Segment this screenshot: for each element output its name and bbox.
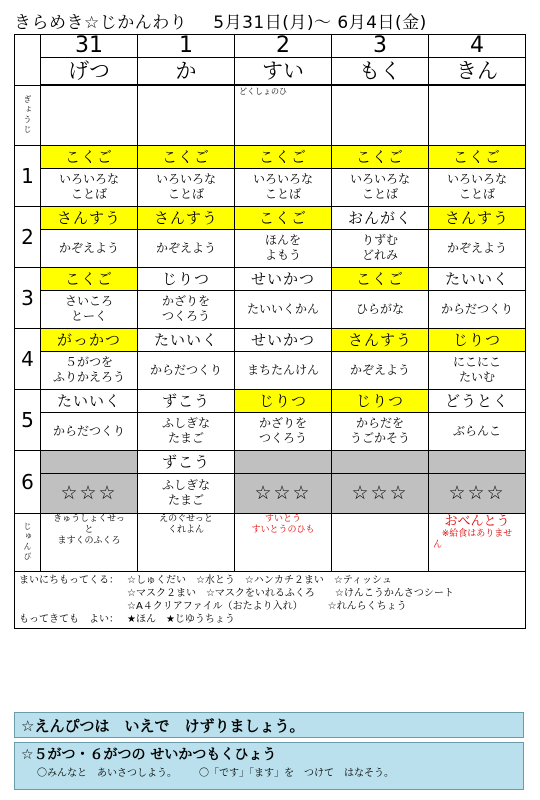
junbi-cell-tue	[138, 513, 235, 571]
content-cell	[332, 473, 429, 513]
period-subject-row	[15, 206, 526, 229]
subject-cell: こくご	[429, 145, 526, 168]
content-cell	[41, 229, 138, 267]
mochimono-row	[15, 571, 526, 628]
period-content-row	[15, 473, 526, 513]
period-number: 6	[15, 450, 41, 513]
junbi-cell-mon	[41, 513, 138, 571]
junbi-line: ※給食はありませ	[441, 528, 513, 539]
content-line: ふしぎな	[161, 416, 210, 430]
gyouji-cell	[332, 85, 429, 145]
gyouji-note: どくしょのひ	[239, 86, 287, 96]
day-number-row	[15, 35, 526, 58]
content-cell	[138, 168, 235, 206]
junbi-line: ん	[433, 539, 443, 550]
goals-box	[14, 742, 524, 790]
content-line: ことば	[70, 187, 107, 201]
content-line: つくろう	[258, 431, 307, 445]
content-line: どれみ	[361, 248, 398, 262]
subject-cell: せいかつ	[235, 267, 332, 290]
gyouji-cell	[138, 85, 235, 145]
content-cell	[429, 351, 526, 389]
content-cell	[332, 168, 429, 206]
gyouji-row	[15, 85, 526, 145]
content-line: からだを	[355, 416, 404, 430]
daily-items-1: ☆しゅくだい ☆水とう ☆ハンカチ２まい ☆ティッシュ	[127, 574, 392, 586]
content-cell	[332, 351, 429, 389]
period-content-row	[15, 229, 526, 267]
day-number: 1	[138, 35, 235, 58]
content-line: にこにこ	[452, 355, 501, 369]
subject-cell: こくご	[332, 267, 429, 290]
subject-cell: こくご	[332, 145, 429, 168]
gyouji-label	[15, 85, 41, 145]
content-line: かざりを	[161, 294, 210, 308]
day-number: 3	[332, 35, 429, 58]
goals-title: ☆５がつ・６がつの せいかつもくひょう	[21, 747, 277, 763]
content-cell	[429, 290, 526, 328]
content-cell	[332, 290, 429, 328]
junbi-cell-thu	[332, 513, 429, 571]
period-content-row	[15, 412, 526, 450]
subject-cell: どうとく	[429, 389, 526, 412]
subject-cell: じりつ	[429, 328, 526, 351]
day-name: か	[138, 58, 235, 86]
subject-cell: ずこう	[138, 450, 235, 473]
content-cell	[138, 473, 235, 513]
date-range: 5月31日(月)～ 6月4日(金)	[213, 13, 427, 33]
subject-cell: こくご	[235, 145, 332, 168]
day-name: もく	[332, 58, 429, 86]
day-name-row	[15, 58, 526, 86]
subject-cell: こくご	[41, 267, 138, 290]
content-line: いろいろな	[155, 172, 216, 186]
content-cell	[41, 351, 138, 389]
content-line: とーく	[70, 309, 107, 323]
subject-cell: こくご	[138, 145, 235, 168]
junbi-cell-wed	[235, 513, 332, 571]
junbi-label	[15, 513, 41, 571]
content-line: かざりを	[258, 416, 307, 430]
content-line: ことば	[458, 187, 495, 201]
goal-item: 〇「です」「ます」を つけて はなそう。	[199, 768, 394, 779]
content-cell	[138, 412, 235, 450]
period-number: 5	[15, 389, 41, 450]
subject-cell: たいいく	[138, 328, 235, 351]
content-line: たまご	[167, 431, 204, 445]
period-content-row	[15, 351, 526, 389]
content-cell	[235, 168, 332, 206]
subject-cell	[429, 450, 526, 473]
content-line: いろいろな	[58, 172, 119, 186]
content-line: からだつくり	[440, 301, 513, 316]
content-line: ふしぎな	[161, 478, 210, 492]
content-line: ほんを	[264, 233, 301, 247]
content-cell	[138, 229, 235, 267]
subject-cell: せいかつ	[235, 328, 332, 351]
content-line: まちたんけん	[246, 362, 319, 377]
day-number: 31	[41, 35, 138, 58]
content-line: たまご	[167, 493, 204, 507]
content-cell	[332, 412, 429, 450]
content-line: よもう	[264, 248, 301, 262]
content-line: ことば	[264, 187, 301, 201]
optional-items: ★ほん ★じゆうちょう	[127, 613, 235, 625]
content-line: ☆☆☆	[60, 482, 118, 504]
gyouji-cell	[429, 85, 526, 145]
subject-cell	[332, 450, 429, 473]
junbi-label-text: じゅんび	[23, 522, 32, 562]
content-cell	[235, 351, 332, 389]
junbi-line: きゅうしょくせっ	[53, 513, 125, 524]
junbi-line: くれよん	[167, 524, 204, 535]
content-line: からだつくり	[149, 362, 222, 377]
subject-cell: おんがく	[332, 206, 429, 229]
junbi-line: と	[84, 524, 94, 535]
subject-cell: ずこう	[138, 389, 235, 412]
timetable-title: きらめき☆じかんわり	[14, 13, 188, 33]
notice-text: ☆えんぴつは いえで けずりましょう。	[21, 717, 305, 735]
content-cell	[429, 473, 526, 513]
content-cell	[429, 412, 526, 450]
content-cell	[41, 168, 138, 206]
day-name: きん	[429, 58, 526, 86]
junbi-line: すいとう	[264, 513, 301, 524]
content-line: ふりかえろう	[52, 370, 125, 384]
content-cell	[41, 290, 138, 328]
subject-cell: こくご	[41, 145, 138, 168]
period-subject-row	[15, 145, 526, 168]
content-line: ☆☆☆	[448, 482, 506, 504]
content-line: たいいくかん	[246, 301, 319, 316]
content-cell	[429, 168, 526, 206]
content-line: ぶらんこ	[452, 423, 501, 438]
period-subject-row	[15, 328, 526, 351]
period-number: 4	[15, 328, 41, 389]
corner-cell	[15, 35, 41, 86]
content-line: いろいろな	[252, 172, 313, 186]
content-cell	[429, 229, 526, 267]
content-line: さいころ	[64, 294, 113, 308]
page-title	[14, 8, 427, 33]
content-line: ☆☆☆	[351, 482, 409, 504]
junbi-line: おべんとう	[444, 513, 510, 529]
content-line: かぞえよう	[155, 240, 216, 255]
gyouji-label-text: ぎょうじ	[23, 95, 32, 135]
daily-label: まいにちもってくる：	[19, 574, 119, 586]
content-line: りずむ	[361, 233, 398, 247]
content-cell	[138, 290, 235, 328]
junbi-line: すいとうのひも	[251, 524, 315, 535]
subject-cell	[235, 450, 332, 473]
content-line: からだつくり	[52, 423, 125, 438]
subject-cell: さんすう	[41, 206, 138, 229]
subject-cell: じりつ	[235, 389, 332, 412]
junbi-row	[15, 513, 526, 571]
daily-items-3: ☆A４クリアファイル（おたより入れ） ☆れんらくちょう	[127, 600, 407, 612]
content-line: ひらがな	[355, 301, 404, 316]
period-number: 1	[15, 145, 41, 206]
content-line: ことば	[361, 187, 398, 201]
day-name: すい	[235, 58, 332, 86]
content-line: たいむ	[458, 370, 495, 384]
period-subject-row	[15, 450, 526, 473]
subject-cell: じりつ	[332, 389, 429, 412]
content-line: つくろう	[161, 309, 210, 323]
period-content-row	[15, 290, 526, 328]
period-subject-row	[15, 267, 526, 290]
subject-cell	[41, 450, 138, 473]
day-number: 4	[429, 35, 526, 58]
subject-cell: たいいく	[41, 389, 138, 412]
content-line: いろいろな	[446, 172, 507, 186]
daily-items-2: ☆マスク２まい ☆マスクをいれるふくろ ☆けんこうかんさつシート	[127, 587, 454, 599]
period-content-row	[15, 168, 526, 206]
content-cell	[235, 229, 332, 267]
subject-cell: さんすう	[332, 328, 429, 351]
junbi-line: えのぐせっと	[159, 513, 213, 524]
gyouji-cell	[235, 85, 332, 145]
subject-cell: がっかつ	[41, 328, 138, 351]
mochimono-box	[15, 571, 526, 628]
notice-box	[14, 712, 524, 738]
content-cell	[41, 412, 138, 450]
period-subject-row	[15, 389, 526, 412]
content-cell	[332, 229, 429, 267]
content-cell	[235, 290, 332, 328]
subject-cell: さんすう	[429, 206, 526, 229]
content-line: かぞえよう	[58, 240, 119, 255]
content-line: ことば	[167, 187, 204, 201]
content-line: かぞえよう	[349, 362, 410, 377]
period-number: 2	[15, 206, 41, 267]
gyouji-cell	[41, 85, 138, 145]
subject-cell: たいいく	[429, 267, 526, 290]
content-cell	[138, 351, 235, 389]
content-line: うごかそう	[349, 431, 410, 445]
content-cell	[235, 412, 332, 450]
day-number: 2	[235, 35, 332, 58]
subject-cell: さんすう	[138, 206, 235, 229]
content-line: ５がつを	[64, 355, 113, 369]
day-name: げつ	[41, 58, 138, 86]
optional-label: もってきても よい：	[19, 613, 119, 625]
timetable	[14, 34, 526, 629]
subject-cell: じりつ	[138, 267, 235, 290]
content-cell	[235, 473, 332, 513]
junbi-line: ますくのふくろ	[57, 535, 121, 546]
content-line: いろいろな	[349, 172, 410, 186]
goal-item: 〇みんなと あいさつしよう。	[37, 768, 177, 779]
period-number: 3	[15, 267, 41, 328]
junbi-cell-fri	[429, 513, 526, 571]
content-line: かぞえよう	[446, 240, 507, 255]
subject-cell: こくご	[235, 206, 332, 229]
content-line: ☆☆☆	[254, 482, 312, 504]
content-cell	[41, 473, 138, 513]
